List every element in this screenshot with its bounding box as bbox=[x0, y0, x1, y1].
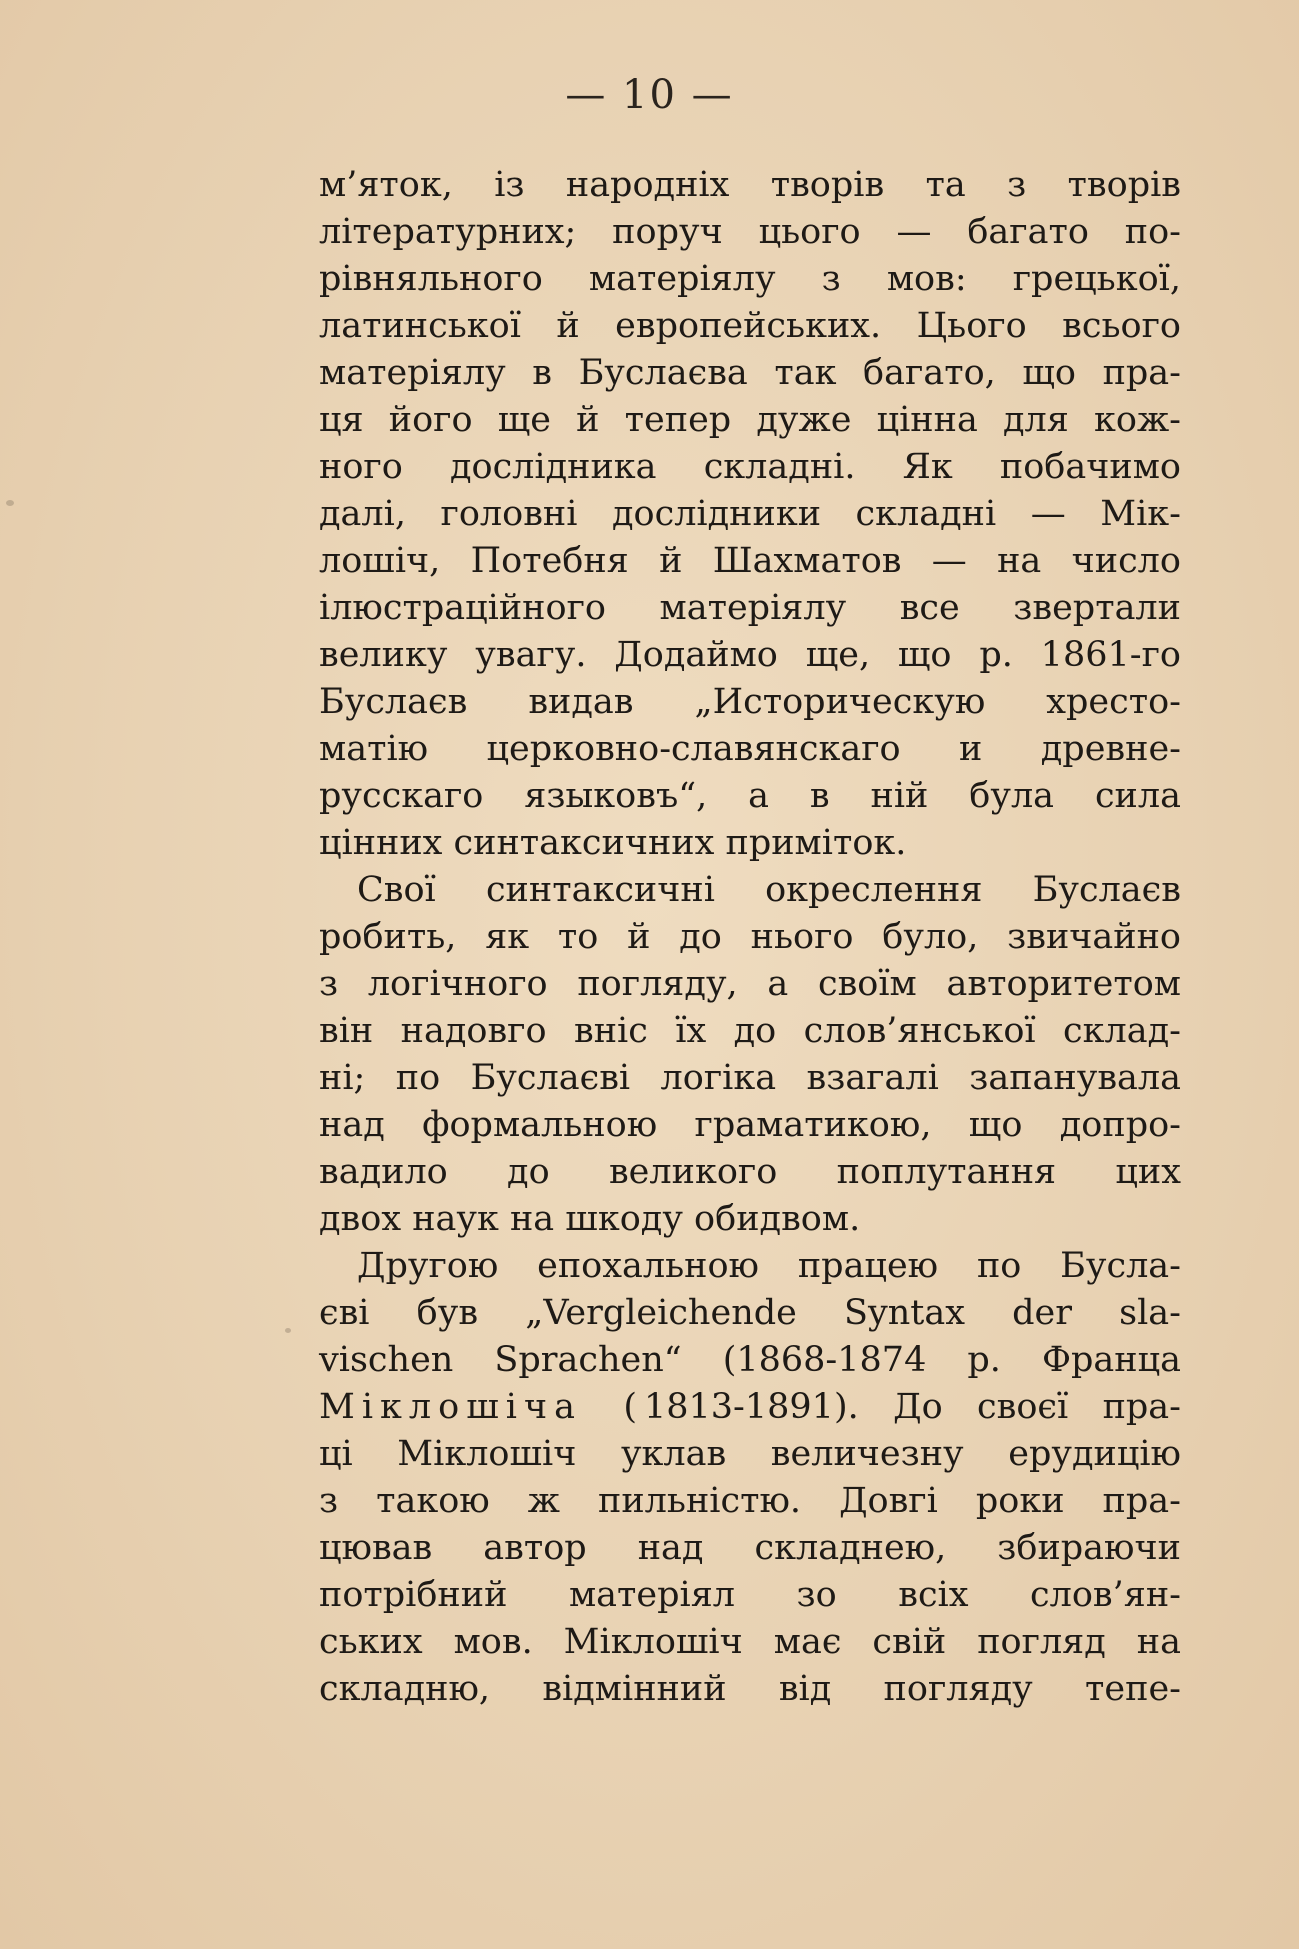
text-line: матію церковно-славянскаго и древне- bbox=[319, 729, 1181, 769]
text-line: єві був „Vergleichende Syntax der sla- bbox=[319, 1293, 1181, 1333]
text-line: лошіч, Потебня й Шахматов — на число bbox=[319, 541, 1181, 581]
text-line: складню, відмінний від погляду тепе- bbox=[319, 1669, 1181, 1709]
paper-spot bbox=[6, 500, 14, 506]
text-line: ських мов. Міклошіч має свій погляд на bbox=[319, 1622, 1181, 1662]
text-line: цінних синтаксичних приміток. bbox=[319, 823, 907, 863]
text-line bbox=[319, 1384, 1181, 1431]
text-line: русскаго языковъ“, а в ній була сила bbox=[319, 776, 1181, 816]
text-line: над формальною граматикою, що допро- bbox=[319, 1105, 1181, 1145]
text-line: далі, головні дослідники складні — Мік- bbox=[319, 494, 1181, 534]
paragraph-3 bbox=[319, 1243, 1181, 1713]
text-line: Свої синтаксичні окреслення Буслаєв bbox=[357, 870, 1181, 910]
author-name-spaced: Міклошіча ( bbox=[319, 1387, 644, 1427]
text-line: літературних; поруч цього — багато по- bbox=[319, 212, 1181, 252]
text-line: ілюстраційного матеріялу все звертали bbox=[319, 588, 1181, 628]
text-line: ного дослідника складні. Як побачимо bbox=[319, 447, 1181, 487]
paragraph-1 bbox=[319, 162, 1181, 867]
text-line: латинської й европейських. Цього всього bbox=[319, 306, 1181, 346]
text-line: Буслаєв видав „Историческую хресто- bbox=[319, 682, 1181, 722]
text-line: ці Міклошіч уклав величезну ерудицію bbox=[319, 1434, 1181, 1474]
text-line: рівняльного матеріялу з мов: грецької, bbox=[319, 259, 1181, 299]
body-text bbox=[319, 162, 1181, 1713]
text-line: з логічного погляду, а своїм авторитетом bbox=[319, 964, 1181, 1004]
text-line: м’яток, із народніх творів та з творів bbox=[319, 165, 1181, 205]
text-line: з такою ж пильністю. Довгі роки пра- bbox=[319, 1481, 1181, 1521]
text-line: цював автор над складнею, збираючи bbox=[319, 1528, 1181, 1568]
text-line: робить, як то й до нього було, звичайно bbox=[319, 917, 1181, 957]
text-line: ця його ще й тепер дуже цінна для кож- bbox=[319, 400, 1181, 440]
text-line: він надовго вніс їх до слов’янської склад- bbox=[319, 1011, 1181, 1051]
text-line: двох наук на шкоду обидвом. bbox=[319, 1199, 861, 1239]
paper-spot bbox=[285, 1328, 291, 1333]
text-line-rest: 1813-1891). До своєї пра- bbox=[643, 1387, 1181, 1427]
text-line: потрібний матеріял зо всіх слов’ян- bbox=[319, 1575, 1181, 1615]
text-line: Другою епохальною працею по Бусла- bbox=[357, 1246, 1181, 1286]
text-line: ні; по Буслаєві логіка взагалі запанувала bbox=[319, 1058, 1181, 1098]
page-number: — 10 — bbox=[565, 72, 734, 118]
text-line: велику увагу. Додаймо ще, що р. 1861-го bbox=[319, 635, 1181, 675]
paragraph-2 bbox=[319, 867, 1181, 1243]
text-line: матеріялу в Буслаєва так багато, що пра- bbox=[319, 353, 1181, 393]
text-line: vischen Sprachen“ (1868-1874 р. Франца bbox=[319, 1340, 1181, 1380]
text-line: вадило до великого поплутання цих bbox=[319, 1152, 1181, 1192]
